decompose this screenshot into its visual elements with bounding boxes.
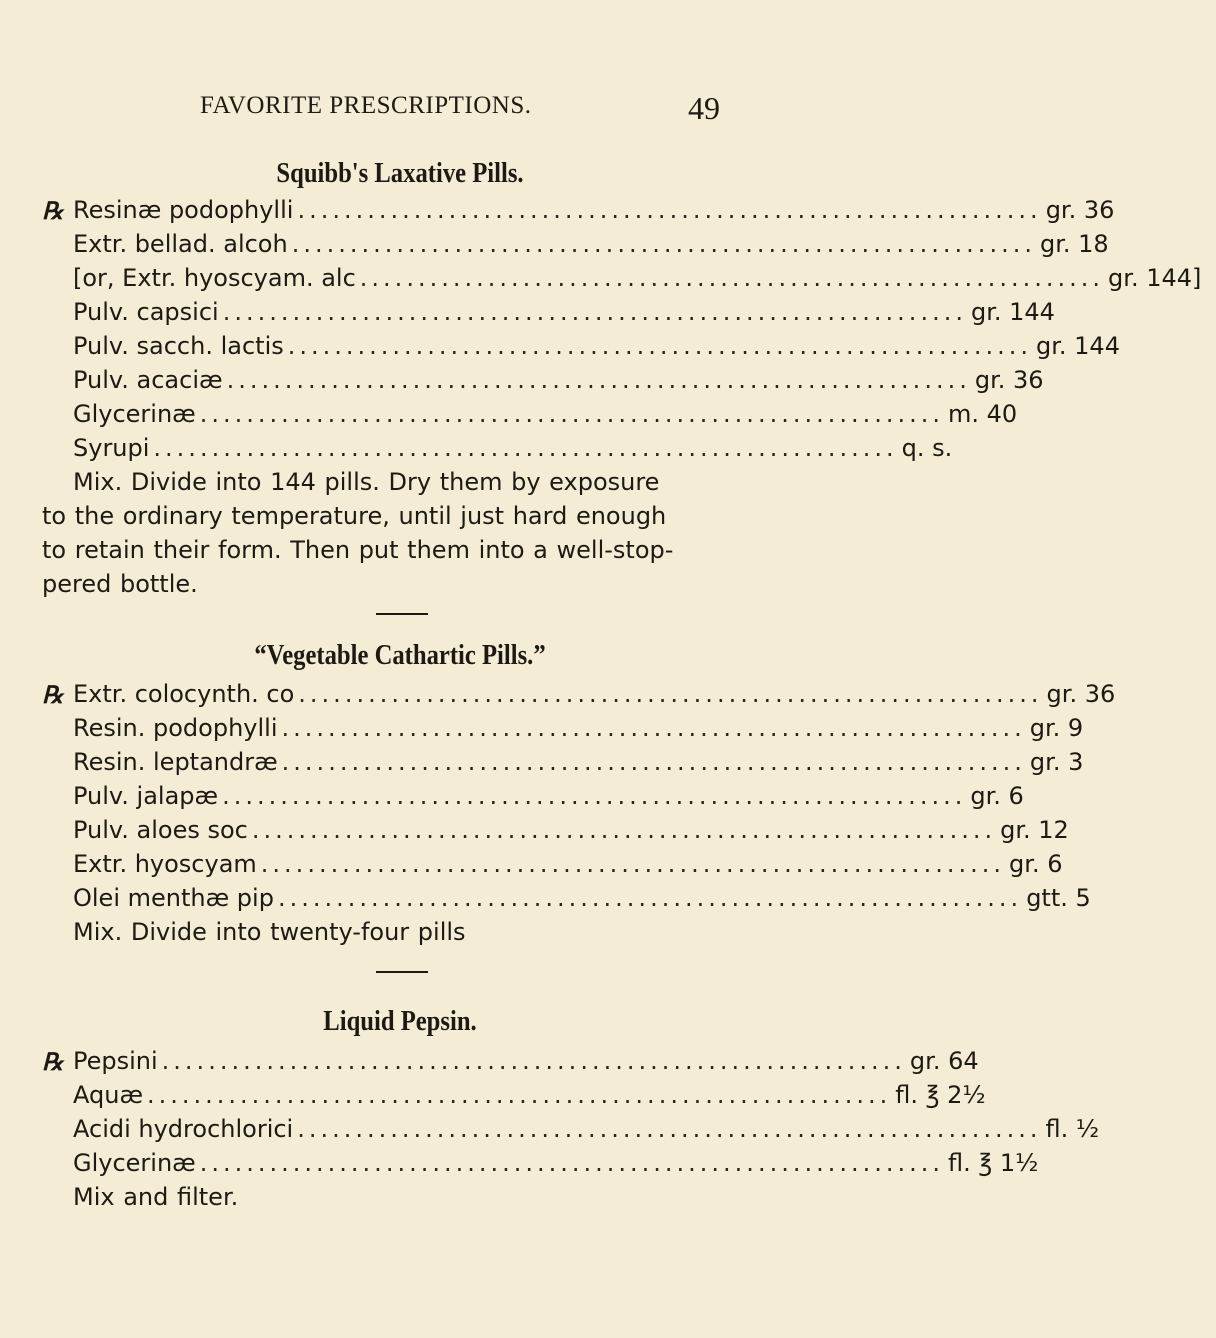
ingredient-dose: gr. 36	[1046, 680, 1116, 708]
directions-line: Mix. Divide into twenty-four pills	[73, 918, 466, 946]
ingredient-dose: gr. 6	[970, 782, 1024, 810]
ingredient-dose: gr. 144	[1036, 332, 1120, 360]
ingredient-dose: gr. 144	[970, 298, 1055, 326]
ingredient-name: Pulv. acaciæ	[73, 366, 223, 394]
ingredient-name: Resinæ podophylli	[73, 196, 294, 224]
ingredient-line	[73, 332, 1120, 366]
section-title-liquid-pepsin: Liquid Pepsin.	[323, 1006, 477, 1037]
ingredient-line	[73, 748, 1084, 782]
ingredient-dose: gr. 36	[1045, 196, 1115, 224]
section-divider	[376, 613, 428, 615]
ingredient-dose: fl. ℥ 2½	[895, 1081, 986, 1109]
leader-dots: ................................................................	[281, 714, 1026, 742]
ingredient-line	[73, 850, 1063, 884]
ingredient-name: Glycerinæ	[73, 400, 196, 428]
ingredient-line	[73, 884, 1091, 918]
ingredient-line	[73, 1115, 1100, 1149]
leader-dots: ................................................................	[251, 816, 997, 844]
ingredient-line	[73, 366, 1044, 400]
rx-symbol: ℞	[42, 1047, 64, 1076]
ingredient-dose: gr. 36	[974, 366, 1044, 394]
rx-symbol: ℞	[42, 196, 64, 225]
leader-dots: ................................................................	[161, 1047, 906, 1075]
directions-line: to retain their form. Then put them into a well-stop-	[42, 536, 674, 564]
ingredient-dose: gr. 3	[1029, 748, 1084, 776]
ingredient-dose: gr. 144]	[1108, 264, 1202, 292]
ingredient-name: Pulv. sacch. lactis	[73, 332, 284, 360]
ingredient-line	[73, 1047, 979, 1081]
ingredient-dose: gr. 9	[1029, 714, 1084, 742]
ingredient-name: Pulv. jalapæ	[73, 782, 219, 810]
leader-dots: ................................................................	[297, 1115, 1042, 1143]
ingredient-line	[73, 714, 1084, 748]
leader-dots: ................................................................	[291, 230, 1036, 258]
ingredient-dose: gr. 6	[1009, 850, 1063, 878]
rx-symbol: ℞	[42, 680, 64, 709]
ingredient-name: Pepsini	[73, 1047, 158, 1075]
ingredient-dose: fl. ℥ 1½	[948, 1149, 1039, 1177]
leader-dots: ................................................................	[222, 782, 967, 810]
ingredient-dose: q. s.	[901, 434, 953, 462]
ingredient-dose: gr. 64	[909, 1047, 979, 1075]
ingredient-line	[73, 1081, 986, 1115]
ingredient-line	[73, 264, 1202, 298]
ingredient-line	[73, 298, 1055, 332]
directions-line: to the ordinary temperature, until just hard enough	[42, 502, 667, 530]
ingredient-line	[73, 400, 1018, 434]
ingredient-name: Syrupi	[73, 434, 150, 462]
section-title-vegetable-cathartic-pills: “Vegetable Cathartic Pills.”	[254, 640, 546, 671]
ingredient-name: Olei menthæ pip	[73, 884, 274, 912]
ingredient-line	[73, 680, 1116, 714]
leader-dots: ................................................................	[281, 748, 1026, 776]
section-title-squibbs-laxative-pills: Squibb's Laxative Pills.	[276, 158, 524, 189]
ingredient-name: Resin. leptandræ	[73, 748, 278, 776]
ingredient-line	[73, 434, 953, 468]
ingredient-line	[73, 1149, 1039, 1183]
ingredient-name: Extr. colocynth. co	[73, 680, 295, 708]
section-divider	[376, 971, 428, 973]
leader-dots: ................................................................	[359, 264, 1105, 292]
ingredient-name: Pulv. aloes soc	[73, 816, 248, 844]
ingredient-line	[73, 230, 1109, 264]
ingredient-dose: gtt. 5	[1026, 884, 1091, 912]
leader-dots: ................................................................	[153, 434, 898, 462]
leader-dots: ................................................................	[277, 884, 1023, 912]
page-number: 49	[688, 90, 720, 126]
leader-dots: ................................................................	[222, 298, 967, 326]
leader-dots: ................................................................	[297, 196, 1042, 224]
ingredient-name: Extr. hyoscyam	[73, 850, 257, 878]
leader-dots: ................................................................	[226, 366, 971, 394]
leader-dots: ................................................................	[260, 850, 1006, 878]
ingredient-name: Aquæ	[73, 1081, 144, 1109]
ingredient-dose: m. 40	[948, 400, 1018, 428]
ingredient-line	[73, 196, 1115, 230]
ingredient-name: Glycerinæ	[73, 1149, 196, 1177]
directions-line: pered bottle.	[42, 570, 198, 598]
ingredient-line	[73, 782, 1024, 816]
leader-dots: ................................................................	[287, 332, 1032, 360]
ingredient-name: Extr. bellad. alcoh	[73, 230, 288, 258]
ingredient-name: Pulv. capsici	[73, 298, 219, 326]
ingredient-dose: gr. 12	[1000, 816, 1069, 844]
leader-dots: ................................................................	[199, 400, 944, 428]
ingredient-name: Resin. podophylli	[73, 714, 278, 742]
ingredient-dose: gr. 18	[1039, 230, 1109, 258]
ingredient-name: [or, Extr. hyoscyam. alc	[73, 264, 356, 292]
directions-line: Mix and filter.	[73, 1183, 239, 1211]
ingredient-name: Acidi hydrochlorici	[73, 1115, 294, 1143]
ingredient-line	[73, 816, 1069, 850]
leader-dots: ................................................................	[199, 1149, 944, 1177]
directions-line: Mix. Divide into 144 pills. Dry them by exposure	[73, 468, 660, 496]
leader-dots: ................................................................	[147, 1081, 892, 1109]
ingredient-dose: fl. ½	[1045, 1115, 1100, 1143]
leader-dots: ................................................................	[298, 680, 1043, 708]
running-head: FAVORITE PRESCRIPTIONS.	[200, 92, 532, 119]
